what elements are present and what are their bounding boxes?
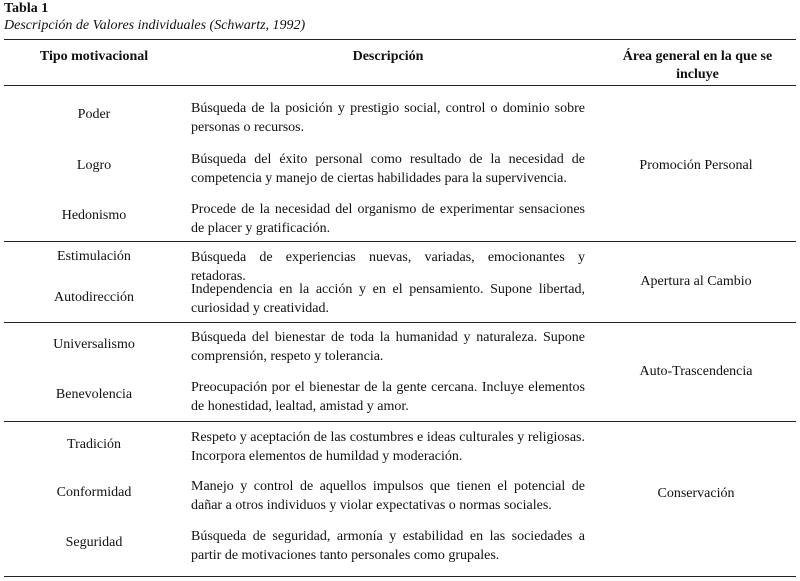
table-row-descripcion: Respeto y aceptación de las costumbres e ideas culturales y religiosas. Incorpora elementos de humildad y moderación. — [191, 430, 585, 464]
table-title: Descripción de Valores individuales (Schwartz, 1992) — [4, 18, 306, 33]
header-tipo: Tipo motivacional — [39, 49, 149, 64]
group-area: Apertura al Cambio — [640, 274, 752, 289]
bottom-rule — [4, 576, 796, 577]
table-row-descripcion: Búsqueda de experiencias nuevas, variadas, emocionantes y retadoras. — [191, 250, 585, 284]
table-row-descripcion: Independencia en la acción y en el pensamiento. Supone libertad, curiosidad y creatividad. — [191, 282, 585, 316]
group-area: Conservación — [657, 486, 735, 501]
table-row-descripcion: Manejo y control de aquellos impulsos que tienen el potencial de dañar a otros individuos y violar expectativas o normas sociales. — [191, 479, 585, 513]
table-row-descripcion: Preocupación por el bienestar de la gente cercana. Incluye elementos de honestidad, lealtad, amistad y amor. — [191, 380, 585, 414]
table-row-tipo: Tradición — [67, 437, 121, 452]
table-row-tipo: Benevolencia — [55, 387, 133, 402]
group-area: Promoción Personal — [639, 158, 753, 173]
top-rule — [4, 39, 796, 40]
group-divider — [4, 241, 796, 242]
table-row-tipo: Autodirección — [53, 290, 135, 305]
group-divider — [4, 322, 796, 323]
table-row-tipo: Logro — [76, 158, 112, 173]
group-divider — [4, 421, 796, 422]
group-area: Auto-Trascendencia — [639, 364, 753, 379]
header-area: Área general en la que se incluye — [622, 49, 773, 82]
table-row-tipo: Universalismo — [53, 337, 135, 352]
table-row-descripcion: Búsqueda de seguridad, armonía y estabilidad en las sociedades a partir de motivaciones tanto personales como grupales. — [191, 529, 585, 563]
table-row-tipo: Conformidad — [56, 485, 132, 500]
table-row-tipo: Estimulación — [57, 249, 131, 264]
table-row-tipo: Hedonismo — [61, 208, 127, 223]
table-row-tipo: Seguridad — [65, 535, 123, 550]
header-rule — [4, 85, 796, 86]
table-row-descripcion: Búsqueda del bienestar de toda la humanidad y naturaleza. Supone comprensión, respeto y tolerancia. — [191, 330, 585, 364]
table-row-descripcion: Búsqueda del éxito personal como resultado de la necesidad de competencia y manejo de ciertas habilidades para la supervivencia. — [191, 152, 585, 186]
table-row-tipo: Poder — [77, 107, 111, 122]
table-number: Tabla 1 — [4, 1, 49, 16]
table-row-descripcion: Procede de la necesidad del organismo de experimentar sensaciones de placer y gratificación. — [191, 202, 585, 236]
header-descripcion: Descripción — [352, 49, 424, 64]
table-row-descripcion: Búsqueda de la posición y prestigio social, control o dominio sobre personas o recursos. — [191, 101, 585, 135]
